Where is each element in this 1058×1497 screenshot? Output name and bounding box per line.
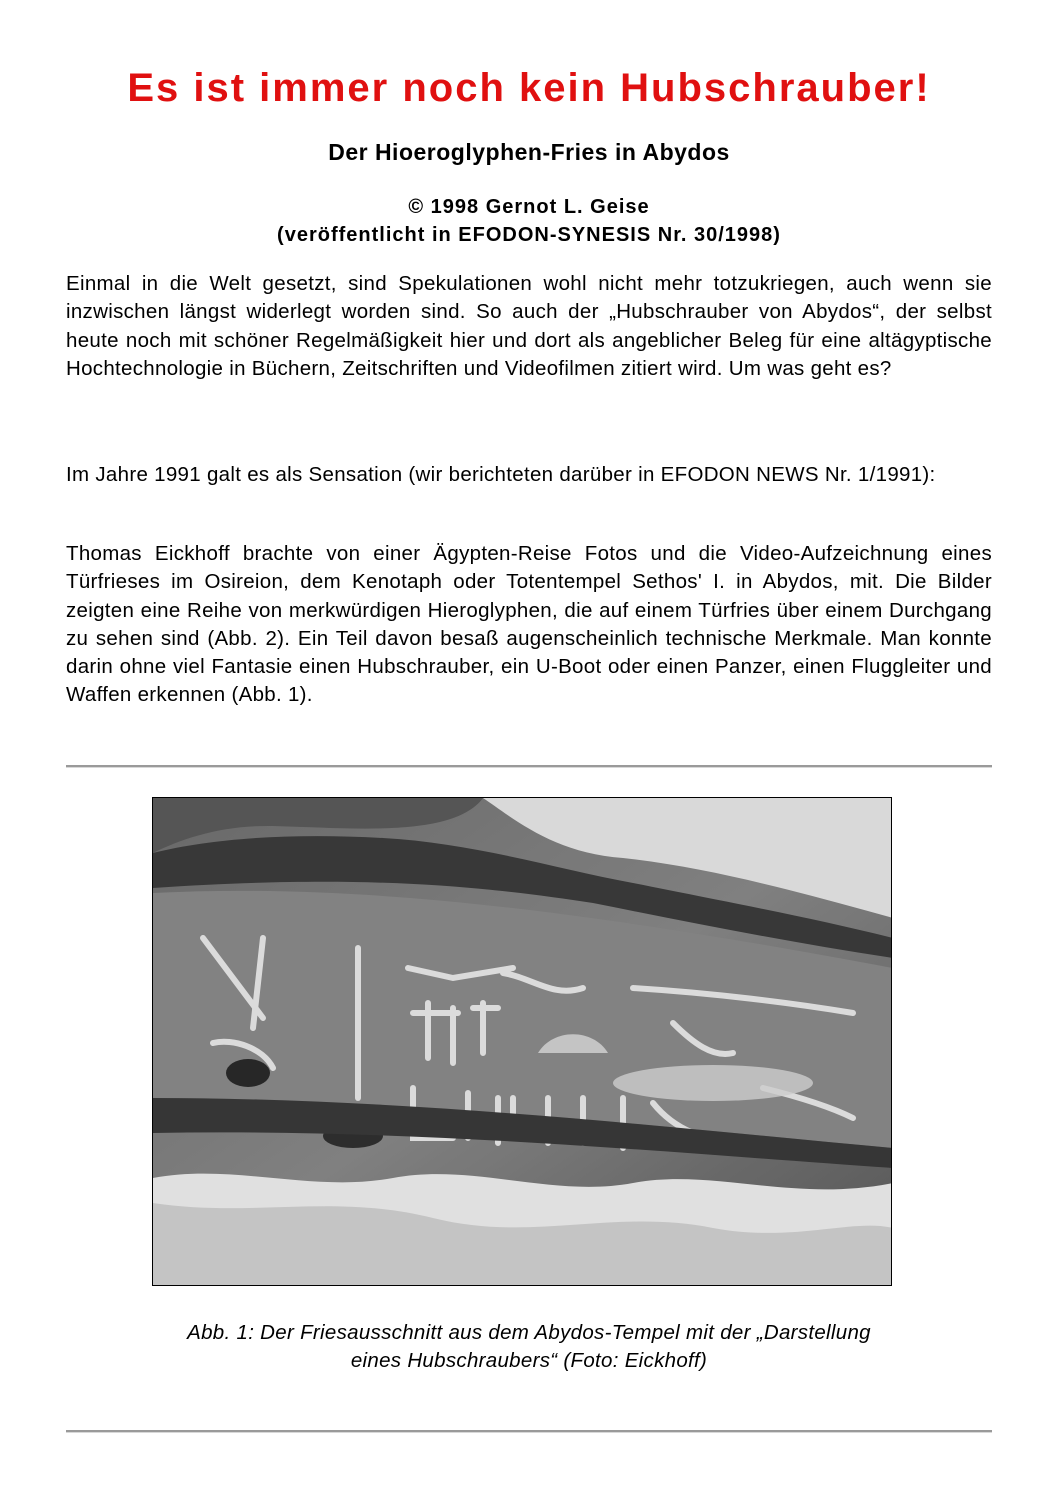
- paragraph-1: Einmal in die Welt gesetzt, sind Spekulationen wohl nicht mehr totzukriegen, auch wenn sie inzwischen längst widerlegt worden sind. So auch der „Hubschrauber von Abydos“, der selbst heute noch mit schöner Regelmäßigkeit hier und dort als angeblicher Beleg für eine altägyptische Hochtechnologie in Büchern, Zeitschriften und Videofilmen zitiert wird. Um was geht es?: [66, 272, 992, 380]
- figure-caption-line-2: eines Hubschraubers“ (Foto: Eickhoff): [350, 1349, 708, 1372]
- article-meta: [0, 193, 1058, 249]
- page-title: Es ist immer noch kein Hubschrauber!: [127, 66, 931, 110]
- page-subtitle: Der Hioeroglyphen-Fries in Abydos: [328, 139, 730, 165]
- divider-top: [66, 765, 992, 768]
- figure-caption-line-1: Abb. 1: Der Friesausschnitt aus dem Abydos-Tempel mit der „Darstellung: [187, 1321, 871, 1344]
- paragraph-3: Thomas Eickhoff brachte von einer Ägypten-Reise Fotos und die Video-Aufzeichnung eines Türfrieses im Osireion, dem Kenotaph oder Totentempel Sethos' I. in Abydos, mit. Die Bilder zeigten eine Reihe von merkwürdigen Hieroglyphen, die auf einem Türfries über einem Durchgang zu sehen sind (Abb. 2). Ein Teil davon besaß augenscheinlich technische Merkmale. Man konnte darin ohne viel Fantasie einen Hubschrauber, ein U-Boot oder einen Panzer, einen Fluggleiter und Waffen erkennen (Abb. 1).: [66, 542, 992, 707]
- copyright-line: © 1998 Gernot L. Geise: [408, 196, 650, 218]
- divider-bottom: [66, 1430, 992, 1433]
- figure-caption: [66, 1319, 992, 1375]
- paragraph-2: Im Jahre 1991 galt es als Sensation (wir berichteten darüber in EFODON NEWS Nr. 1/1991):: [66, 463, 936, 486]
- publication-line: (veröffentlicht in EFODON-SYNESIS Nr. 30/1998): [277, 224, 781, 246]
- frieze-photo-illustration: [153, 798, 892, 1286]
- frieze-photo: [152, 797, 892, 1286]
